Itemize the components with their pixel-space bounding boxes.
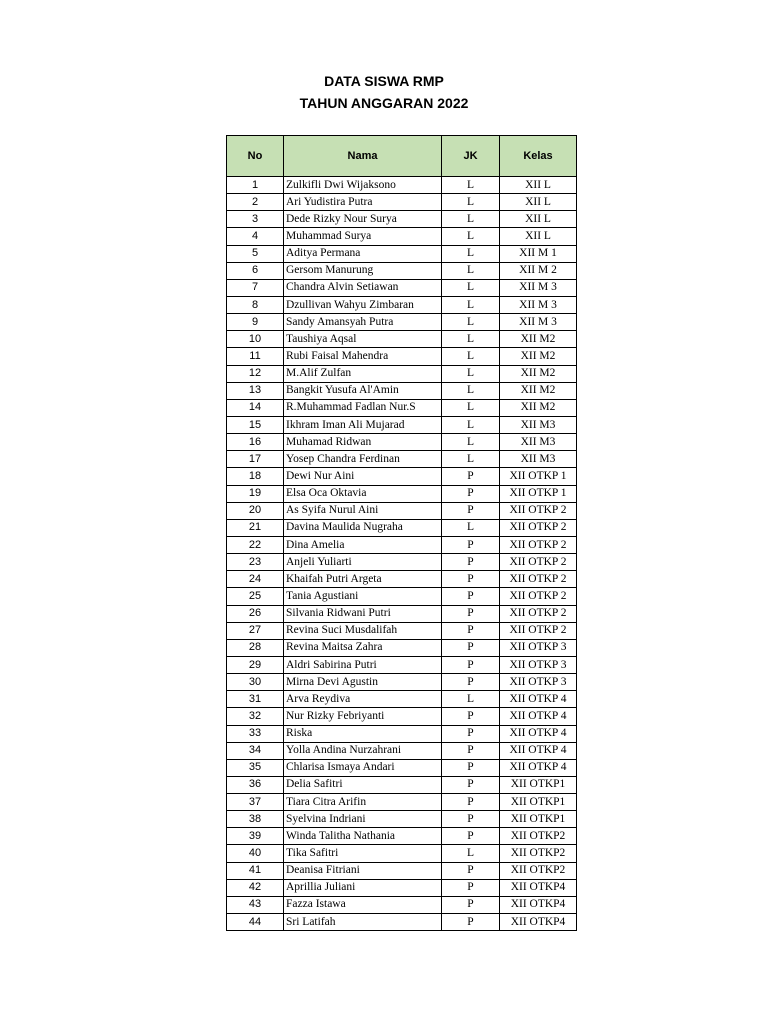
cell-no: 14: [227, 399, 284, 416]
cell-kelas: XII M 2: [500, 262, 577, 279]
table-row: [227, 485, 577, 502]
cell-kelas: XII OTKP 3: [500, 674, 577, 691]
cell-jk: P: [442, 725, 500, 742]
cell-kelas: XII OTKP 2: [500, 554, 577, 571]
cell-kelas: XII OTKP 2: [500, 588, 577, 605]
cell-kelas: XII OTKP 2: [500, 536, 577, 553]
cell-nama: Chandra Alvin Setiawan: [284, 279, 442, 296]
table-row: [227, 794, 577, 811]
cell-no: 21: [227, 519, 284, 536]
cell-nama: Tika Safitri: [284, 845, 442, 862]
cell-nama: R.Muhammad Fadlan Nur.S: [284, 399, 442, 416]
cell-kelas: XII OTKP 2: [500, 571, 577, 588]
table-row: [227, 296, 577, 313]
cell-kelas: XII M3: [500, 416, 577, 433]
cell-kelas: XII OTKP 1: [500, 468, 577, 485]
cell-jk: L: [442, 691, 500, 708]
cell-no: 44: [227, 914, 284, 931]
cell-kelas: XII M2: [500, 348, 577, 365]
cell-no: 17: [227, 451, 284, 468]
header-kelas: Kelas: [500, 136, 577, 177]
cell-kelas: XII M3: [500, 451, 577, 468]
cell-kelas: XII OTKP 4: [500, 742, 577, 759]
table-row: [227, 365, 577, 382]
cell-jk: P: [442, 622, 500, 639]
table-row: [227, 879, 577, 896]
cell-kelas: XII OTKP 4: [500, 725, 577, 742]
cell-no: 16: [227, 434, 284, 451]
cell-jk: P: [442, 571, 500, 588]
table-row: [227, 554, 577, 571]
cell-jk: L: [442, 399, 500, 416]
cell-no: 11: [227, 348, 284, 365]
cell-nama: Tiara Citra Arifin: [284, 794, 442, 811]
cell-nama: Muhammad Surya: [284, 228, 442, 245]
cell-nama: Ikhram Iman Ali Mujarad: [284, 416, 442, 433]
cell-no: 31: [227, 691, 284, 708]
cell-kelas: XII OTKP 2: [500, 502, 577, 519]
cell-jk: P: [442, 605, 500, 622]
cell-jk: P: [442, 708, 500, 725]
cell-kelas: XII OTKP2: [500, 828, 577, 845]
cell-jk: P: [442, 485, 500, 502]
cell-jk: P: [442, 742, 500, 759]
cell-no: 8: [227, 296, 284, 313]
table-row: [227, 776, 577, 793]
header-no: No: [227, 136, 284, 177]
cell-no: 4: [227, 228, 284, 245]
title-line-1: DATA SISWA RMP: [324, 73, 444, 89]
table-row: [227, 674, 577, 691]
cell-jk: L: [442, 245, 500, 262]
table-row: [227, 519, 577, 536]
cell-no: 39: [227, 828, 284, 845]
cell-no: 36: [227, 776, 284, 793]
table-row: [227, 914, 577, 931]
cell-no: 20: [227, 502, 284, 519]
cell-nama: Aditya Permana: [284, 245, 442, 262]
table-row: [227, 416, 577, 433]
cell-no: 10: [227, 331, 284, 348]
table-row: [227, 622, 577, 639]
header-nama: Nama: [284, 136, 442, 177]
table-row: [227, 468, 577, 485]
cell-no: 22: [227, 536, 284, 553]
table-row: [227, 434, 577, 451]
cell-jk: P: [442, 588, 500, 605]
cell-nama: Syelvina Indriani: [284, 811, 442, 828]
cell-kelas: XII OTKP1: [500, 794, 577, 811]
table-row: [227, 314, 577, 331]
table-row: [227, 382, 577, 399]
cell-nama: Dina Amelia: [284, 536, 442, 553]
cell-kelas: XII OTKP1: [500, 811, 577, 828]
table-row: [227, 194, 577, 211]
cell-nama: As Syifa Nurul Aini: [284, 502, 442, 519]
cell-nama: Dzullivan Wahyu Zimbaran: [284, 296, 442, 313]
cell-nama: M.Alif Zulfan: [284, 365, 442, 382]
cell-nama: Sri Latifah: [284, 914, 442, 931]
cell-kelas: XII M2: [500, 399, 577, 416]
table-row: [227, 742, 577, 759]
cell-nama: Zulkifli Dwi Wijaksono: [284, 177, 442, 194]
table-row: [227, 811, 577, 828]
cell-kelas: XII OTKP 2: [500, 622, 577, 639]
table-header-row: [227, 136, 577, 177]
cell-kelas: XII OTKP1: [500, 776, 577, 793]
cell-kelas: XII M 1: [500, 245, 577, 262]
cell-jk: L: [442, 331, 500, 348]
table-row: [227, 571, 577, 588]
cell-kelas: XII OTKP 1: [500, 485, 577, 502]
cell-no: 26: [227, 605, 284, 622]
cell-jk: P: [442, 896, 500, 913]
cell-kelas: XII OTKP 4: [500, 708, 577, 725]
cell-kelas: XII OTKP 4: [500, 759, 577, 776]
cell-kelas: XII M2: [500, 382, 577, 399]
cell-jk: P: [442, 656, 500, 673]
cell-jk: P: [442, 759, 500, 776]
cell-kelas: XII L: [500, 211, 577, 228]
table-row: [227, 451, 577, 468]
cell-no: 12: [227, 365, 284, 382]
cell-kelas: XII L: [500, 228, 577, 245]
cell-kelas: XII OTKP 3: [500, 639, 577, 656]
table-row: [227, 262, 577, 279]
cell-nama: Yosep Chandra Ferdinan: [284, 451, 442, 468]
cell-nama: Anjeli Yuliarti: [284, 554, 442, 571]
student-table: [226, 135, 577, 931]
cell-kelas: XII OTKP 4: [500, 691, 577, 708]
cell-jk: P: [442, 879, 500, 896]
table-row: [227, 228, 577, 245]
cell-jk: L: [442, 262, 500, 279]
cell-no: 43: [227, 896, 284, 913]
cell-nama: Sandy Amansyah Putra: [284, 314, 442, 331]
table-row: [227, 536, 577, 553]
cell-kelas: XII M 3: [500, 296, 577, 313]
cell-kelas: XII OTKP 2: [500, 519, 577, 536]
table-row: [227, 896, 577, 913]
table-row: [227, 331, 577, 348]
cell-jk: L: [442, 348, 500, 365]
cell-nama: Winda Talitha Nathania: [284, 828, 442, 845]
cell-no: 33: [227, 725, 284, 742]
cell-jk: L: [442, 279, 500, 296]
cell-kelas: XII M2: [500, 331, 577, 348]
cell-jk: L: [442, 194, 500, 211]
cell-kelas: XII OTKP2: [500, 862, 577, 879]
cell-jk: P: [442, 914, 500, 931]
cell-no: 30: [227, 674, 284, 691]
cell-no: 3: [227, 211, 284, 228]
cell-no: 35: [227, 759, 284, 776]
table-row: [227, 348, 577, 365]
cell-jk: L: [442, 519, 500, 536]
table-body: [227, 177, 577, 931]
table-row: [227, 177, 577, 194]
cell-nama: Aprillia Juliani: [284, 879, 442, 896]
cell-nama: Yolla Andina Nurzahrani: [284, 742, 442, 759]
cell-jk: P: [442, 674, 500, 691]
cell-no: 1: [227, 177, 284, 194]
cell-nama: Nur Rizky Febriyanti: [284, 708, 442, 725]
cell-nama: Rubi Faisal Mahendra: [284, 348, 442, 365]
table-row: [227, 725, 577, 742]
header-jk: JK: [442, 136, 500, 177]
table-row: [227, 828, 577, 845]
table-row: [227, 211, 577, 228]
cell-jk: P: [442, 794, 500, 811]
cell-no: 5: [227, 245, 284, 262]
cell-nama: Davina Maulida Nugraha: [284, 519, 442, 536]
cell-no: 19: [227, 485, 284, 502]
table-row: [227, 605, 577, 622]
cell-nama: Mirna Devi Agustin: [284, 674, 442, 691]
cell-nama: Tania Agustiani: [284, 588, 442, 605]
cell-jk: L: [442, 451, 500, 468]
cell-jk: P: [442, 468, 500, 485]
cell-kelas: XII OTKP4: [500, 896, 577, 913]
cell-nama: Delia Safitri: [284, 776, 442, 793]
cell-jk: P: [442, 536, 500, 553]
title-line-2: TAHUN ANGGARAN 2022: [299, 95, 469, 111]
cell-jk: L: [442, 177, 500, 194]
table-row: [227, 759, 577, 776]
cell-nama: Arva Reydiva: [284, 691, 442, 708]
cell-nama: Bangkit Yusufa Al'Amin: [284, 382, 442, 399]
cell-no: 42: [227, 879, 284, 896]
table-row: [227, 588, 577, 605]
cell-kelas: XII M 3: [500, 314, 577, 331]
cell-kelas: XII OTKP2: [500, 845, 577, 862]
cell-no: 15: [227, 416, 284, 433]
cell-jk: P: [442, 828, 500, 845]
table-row: [227, 279, 577, 296]
cell-nama: Khaifah Putri Argeta: [284, 571, 442, 588]
cell-jk: P: [442, 502, 500, 519]
cell-jk: P: [442, 554, 500, 571]
cell-no: 25: [227, 588, 284, 605]
table-row: [227, 862, 577, 879]
table-row: [227, 656, 577, 673]
cell-nama: Silvania Ridwani Putri: [284, 605, 442, 622]
cell-nama: Muhamad Ridwan: [284, 434, 442, 451]
cell-no: 23: [227, 554, 284, 571]
cell-nama: Ari Yudistira Putra: [284, 194, 442, 211]
cell-no: 38: [227, 811, 284, 828]
cell-no: 13: [227, 382, 284, 399]
cell-nama: Dewi Nur Aini: [284, 468, 442, 485]
cell-nama: Aldri Sabirina Putri: [284, 656, 442, 673]
cell-no: 41: [227, 862, 284, 879]
cell-no: 28: [227, 639, 284, 656]
cell-no: 32: [227, 708, 284, 725]
cell-no: 40: [227, 845, 284, 862]
cell-nama: Elsa Oca Oktavia: [284, 485, 442, 502]
cell-no: 27: [227, 622, 284, 639]
cell-kelas: XII OTKP 3: [500, 656, 577, 673]
cell-jk: L: [442, 314, 500, 331]
cell-jk: P: [442, 776, 500, 793]
cell-nama: Revina Maitsa Zahra: [284, 639, 442, 656]
cell-jk: P: [442, 811, 500, 828]
cell-no: 29: [227, 656, 284, 673]
cell-nama: Revina Suci Musdalifah: [284, 622, 442, 639]
cell-no: 34: [227, 742, 284, 759]
cell-nama: Fazza Istawa: [284, 896, 442, 913]
cell-nama: Riska: [284, 725, 442, 742]
table-row: [227, 399, 577, 416]
cell-jk: L: [442, 296, 500, 313]
cell-jk: L: [442, 434, 500, 451]
cell-jk: L: [442, 845, 500, 862]
table-row: [227, 639, 577, 656]
cell-kelas: XII OTKP4: [500, 879, 577, 896]
table-row: [227, 245, 577, 262]
cell-jk: L: [442, 416, 500, 433]
cell-kelas: XII L: [500, 177, 577, 194]
table-row: [227, 502, 577, 519]
cell-no: 9: [227, 314, 284, 331]
cell-no: 7: [227, 279, 284, 296]
cell-jk: L: [442, 382, 500, 399]
cell-jk: L: [442, 228, 500, 245]
cell-kelas: XII M 3: [500, 279, 577, 296]
cell-jk: P: [442, 639, 500, 656]
cell-no: 37: [227, 794, 284, 811]
cell-kelas: XII OTKP4: [500, 914, 577, 931]
cell-no: 2: [227, 194, 284, 211]
cell-no: 24: [227, 571, 284, 588]
cell-jk: L: [442, 211, 500, 228]
cell-kelas: XII L: [500, 194, 577, 211]
table-row: [227, 708, 577, 725]
cell-nama: Chlarisa Ismaya Andari: [284, 759, 442, 776]
table-row: [227, 845, 577, 862]
cell-nama: Dede Rizky Nour Surya: [284, 211, 442, 228]
cell-no: 6: [227, 262, 284, 279]
cell-nama: Deanisa Fitriani: [284, 862, 442, 879]
cell-kelas: XII M3: [500, 434, 577, 451]
document-title: [0, 70, 768, 114]
cell-nama: Taushiya Aqsal: [284, 331, 442, 348]
cell-kelas: XII M2: [500, 365, 577, 382]
cell-no: 18: [227, 468, 284, 485]
cell-jk: L: [442, 365, 500, 382]
cell-nama: Gersom Manurung: [284, 262, 442, 279]
cell-kelas: XII OTKP 2: [500, 605, 577, 622]
cell-jk: P: [442, 862, 500, 879]
table-row: [227, 691, 577, 708]
